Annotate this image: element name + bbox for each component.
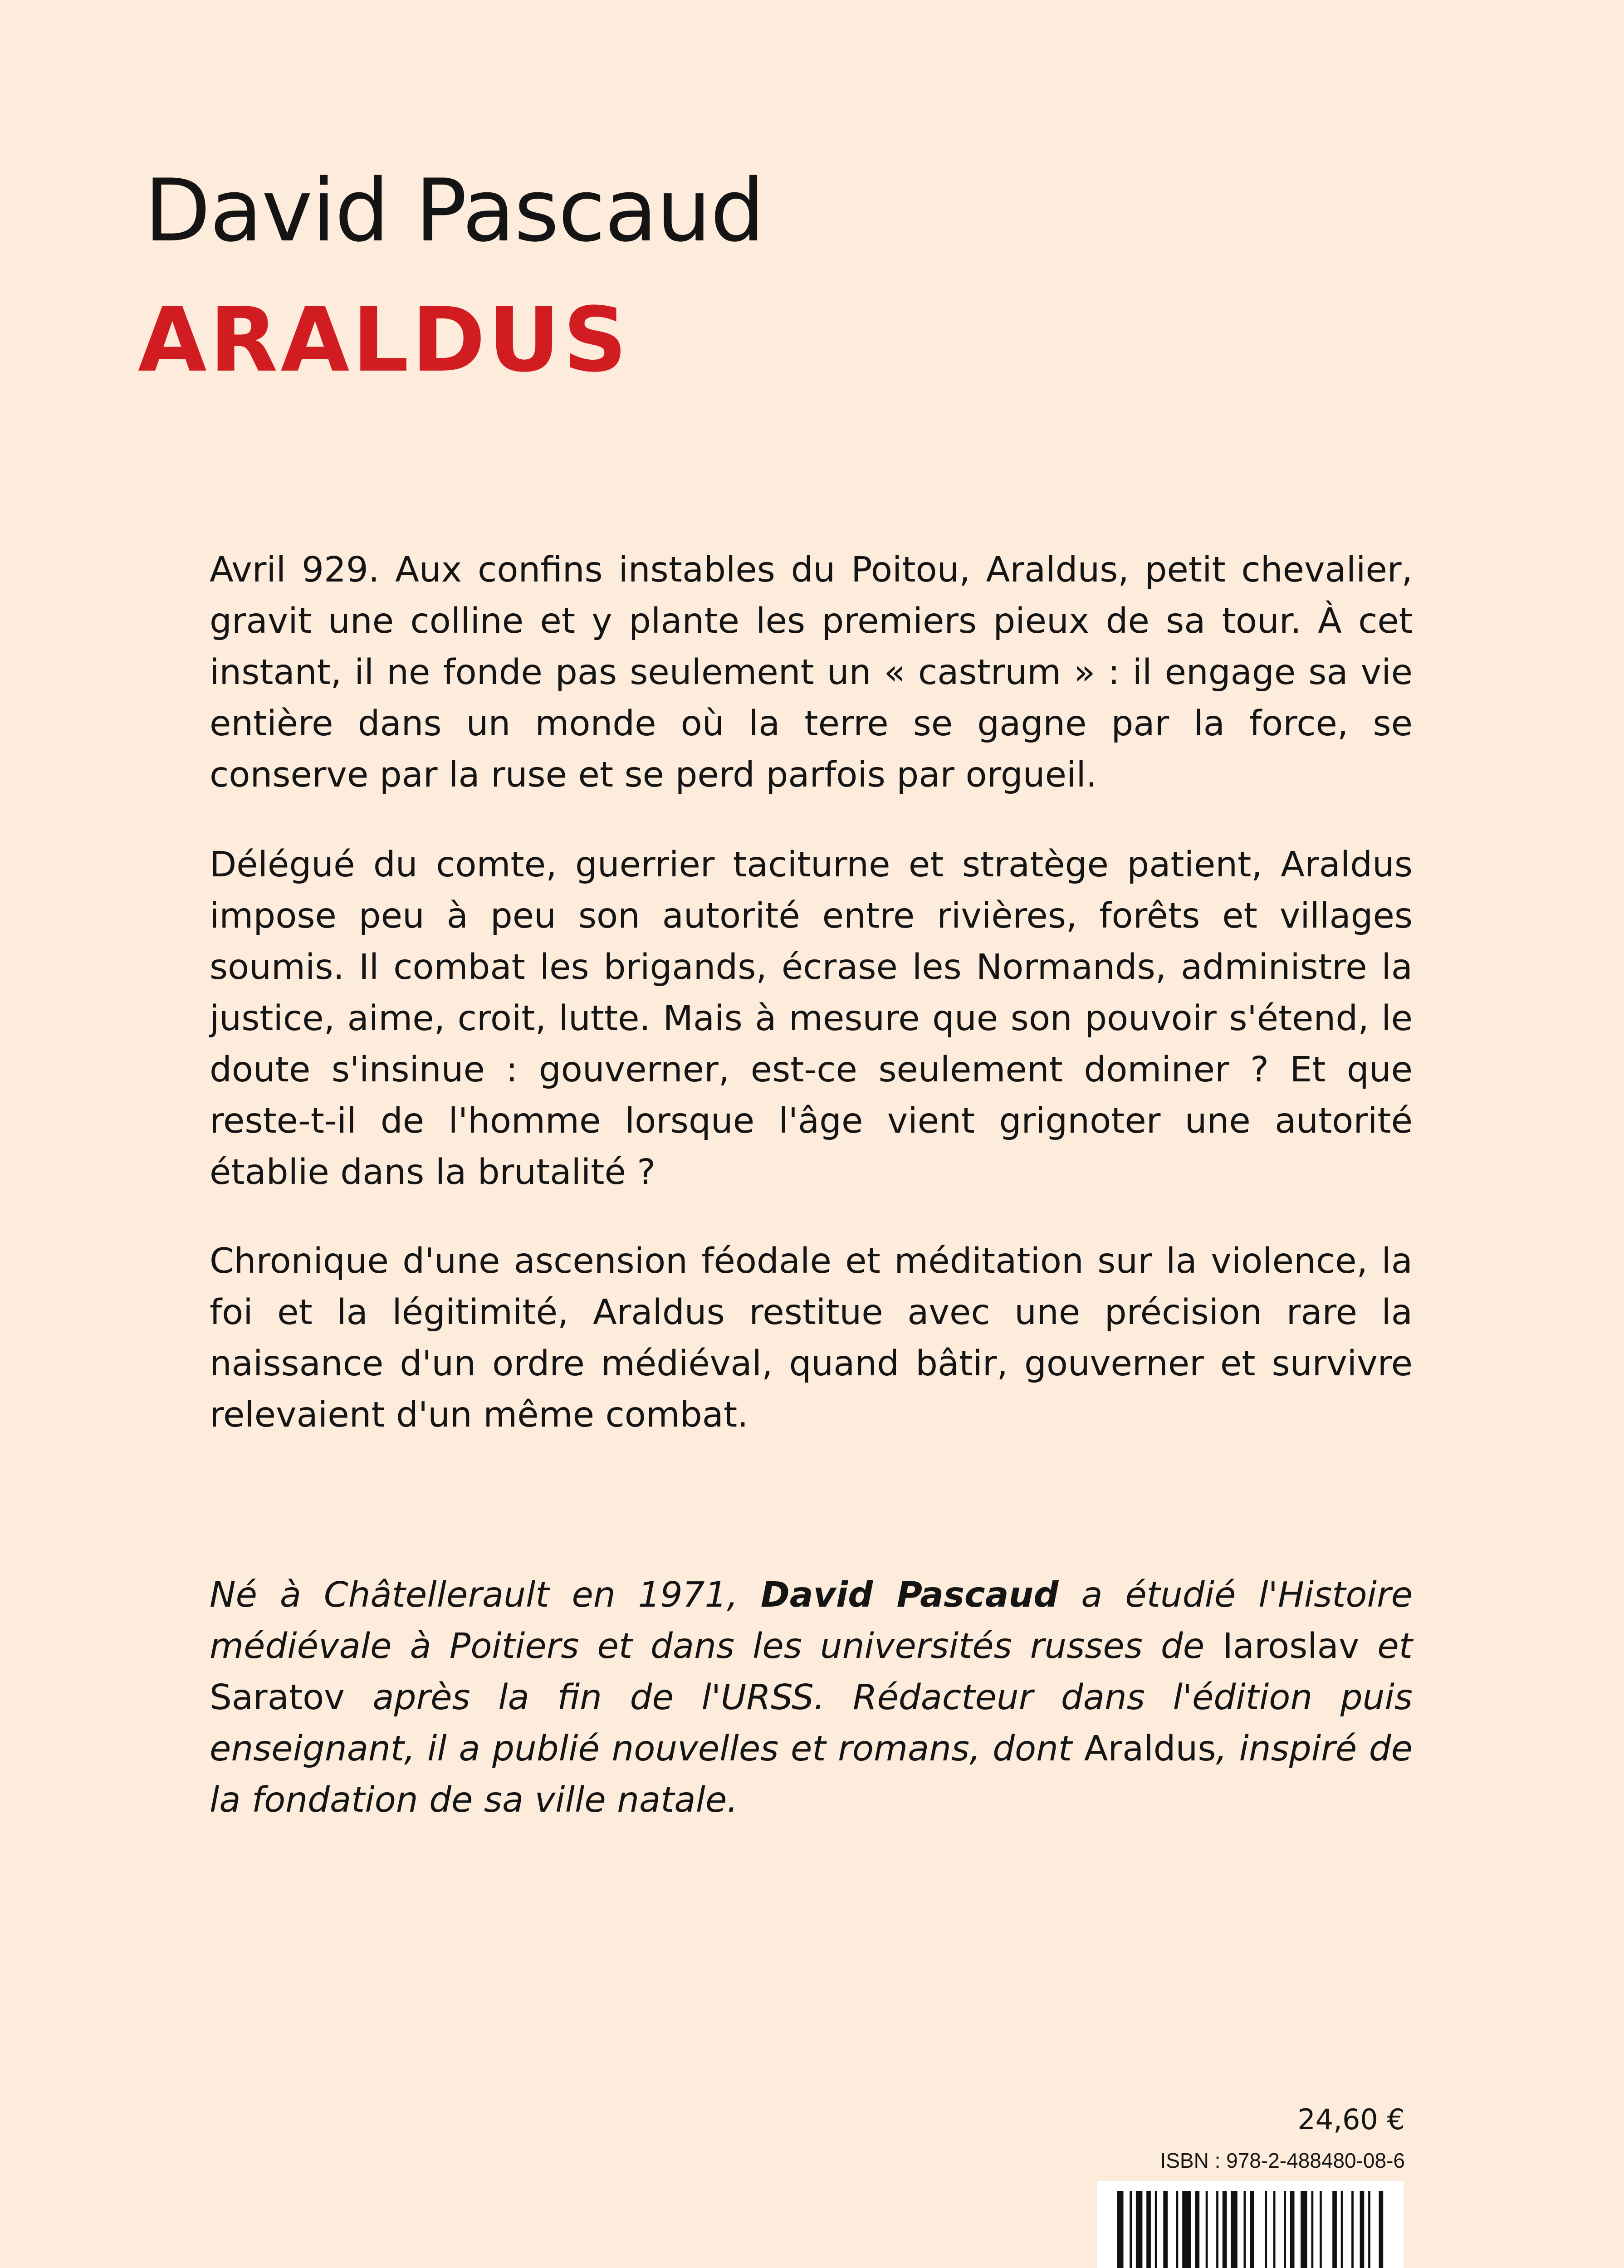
bio-connector: et — [1359, 1626, 1413, 1667]
blurb-paragraph-2: Délégué du comte, guerrier taciturne et stratège patient, Araldus impose peu à peu son autorité entre rivières, forêts et villages soumis. Il combat les brigands, écrase les Normands, administre la justice, aime, croit, lutte. Mais à mesure que son pouvoir s'étend, le doute s'insinue : gouverner, est-ce seulement dominer ? Et que reste-t-il de l'homme lorsque l'âge vient grignoter une autorité établie dans la brutalité ? — [210, 845, 1413, 1193]
bio-city-2: Saratov — [210, 1677, 345, 1718]
book-title: ARALDUS — [138, 288, 630, 392]
barcode — [1097, 2181, 1404, 2268]
blurb-paragraph-3: Chronique d'une ascension féodale et méditation sur la violence, la foi et la légitimité, Araldus restitue avec une précision rare la naissance d'un ordre médiéval, quand bâtir, gouverner et survivre relevaient d'un même combat. — [210, 1241, 1413, 1435]
bio-text-2: après la fin de l'URSS. Rédacteur dans l'édition puis enseignant, il a publié nouvelles et romans, dont — [210, 1677, 1413, 1769]
isbn: ISBN : 978-2-488480-08-6 — [1160, 2149, 1405, 2172]
author-biography — [210, 1569, 1413, 1826]
bio-city-1: Iaroslav — [1223, 1626, 1360, 1667]
bio-book-name: Araldus — [1084, 1729, 1216, 1769]
barcode-bars — [1097, 2181, 1404, 2268]
bio-lead: Né à Châtellerault en 1971, — [210, 1575, 761, 1615]
bio-text-3: , inspiré de la fondation de sa ville natale. — [210, 1729, 1413, 1820]
bio-text-1: a étudié l'Histoire médiévale à Poitiers et dans les universités russes de — [210, 1575, 1413, 1667]
blurb-paragraph-1: Avril 929. Aux confins instables du Poitou, Araldus, petit chevalier, gravit une colline et y plante les premiers pieux de sa tour. À cet instant, il ne fonde pas seulement un « castrum » : il engage sa vie entière dans un monde où la terre se gagne par la force, se conserve par la ruse et se perd parfois par orgueil. — [210, 550, 1413, 795]
price: 24,60 € — [1297, 2103, 1405, 2136]
author-name: David Pascaud — [144, 161, 764, 261]
bio-author-name: David Pascaud — [760, 1575, 1059, 1615]
